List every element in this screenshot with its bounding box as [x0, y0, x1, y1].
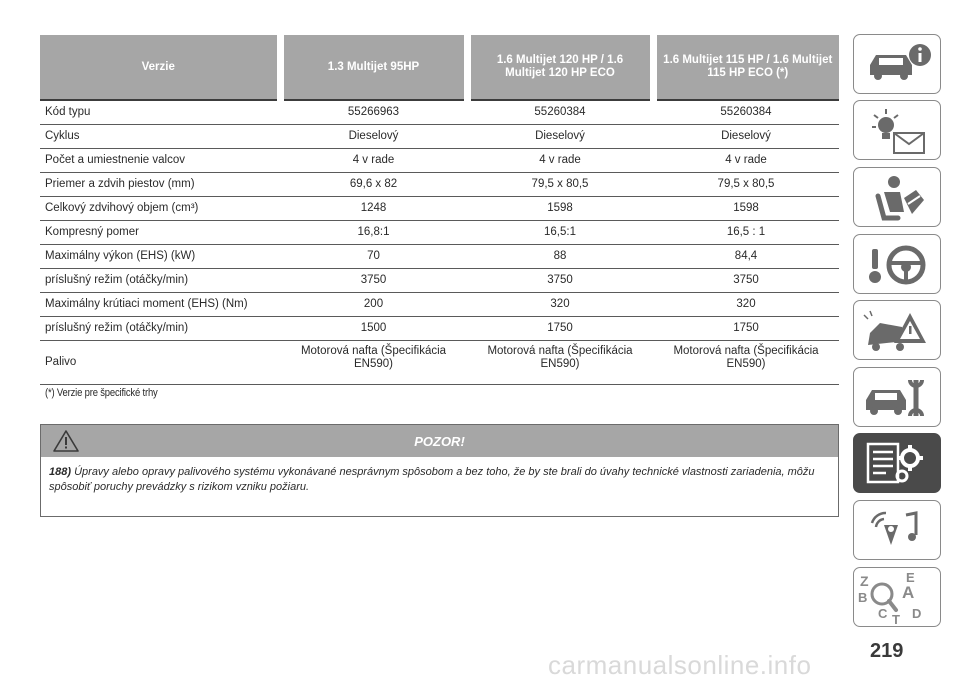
row-label: Maximálny výkon (EHS) (kW) [40, 244, 280, 268]
cell-value: 16,5:1 [467, 220, 653, 244]
row-label: Počet a umiestnenie valcov [40, 148, 280, 172]
tab-multimedia[interactable] [853, 500, 941, 560]
row-label: Palivo [40, 340, 280, 384]
table-row [40, 148, 839, 172]
row-label: Celkový zdvihový objem (cm³) [40, 196, 280, 220]
tab-steering-wheel[interactable] [853, 234, 941, 294]
warning-box [40, 424, 839, 517]
tab-car-info[interactable] [853, 34, 941, 94]
row-label: Kód typu [40, 100, 280, 124]
engine-spec-table [40, 35, 839, 385]
row-label: Priemer a zdvih piestov (mm) [40, 172, 280, 196]
multimedia-icon [854, 501, 942, 561]
header-engine-95hp: 1.3 Multijet 95HP [280, 35, 467, 100]
cell-value: 16,5 : 1 [653, 220, 839, 244]
cell-value: 55260384 [467, 100, 653, 124]
cell-value: Dieselový [280, 124, 467, 148]
page-number: 219 [870, 640, 904, 662]
row-label: Cyklus [40, 124, 280, 148]
table-row [40, 172, 839, 196]
cell-value: 1598 [467, 196, 653, 220]
cell-value: 70 [280, 244, 467, 268]
index-letter: E [906, 570, 915, 585]
cell-value: Dieselový [653, 124, 839, 148]
header-engine-120hp: 1.6 Multijet 120 HP / 1.6 Multijet 120 HP ECO [467, 35, 653, 100]
row-label: Maximálny krútiaci moment (EHS) (Nm) [40, 292, 280, 316]
cell-value: 4 v rade [653, 148, 839, 172]
cell-value: 16,8:1 [280, 220, 467, 244]
steering-wheel-key-icon [854, 235, 942, 295]
table-row [40, 340, 839, 384]
cell-value: 69,6 x 82 [280, 172, 467, 196]
cell-value: 1598 [653, 196, 839, 220]
cell-value: 3750 [653, 268, 839, 292]
tab-seat-safety[interactable] [853, 167, 941, 227]
emergency-crash-icon [854, 301, 942, 361]
cell-value: 84,4 [653, 244, 839, 268]
cell-value: 200 [280, 292, 467, 316]
table-header-row [40, 35, 839, 100]
table-row [40, 100, 839, 124]
cell-value: 79,5 x 80,5 [467, 172, 653, 196]
watermark: carmanualsonline.info [548, 650, 812, 678]
index-letter: B [858, 590, 868, 605]
cell-value: 1500 [280, 316, 467, 340]
index-letter: T [892, 612, 900, 627]
cell-value: 3750 [280, 268, 467, 292]
warning-message: Úpravy alebo opravy palivového systému vykonávané nesprávnym spôsobom a bez toho, že by ste brali do úvahy technické vlastnosti zariadenia, môžu spôsobiť poruchy prevádzky s rizikom vzniku požiaru. [49, 466, 815, 493]
index-letter: Z [860, 573, 869, 589]
cell-value: Motorová nafta (Špecifikácia EN590) [280, 340, 467, 384]
index-letter: D [912, 606, 922, 621]
cell-value: 4 v rade [280, 148, 467, 172]
cell-value: 4 v rade [467, 148, 653, 172]
cell-value: 320 [653, 292, 839, 316]
index-letter: A [902, 583, 915, 602]
cell-value: 320 [467, 292, 653, 316]
tab-technical-data[interactable] [853, 433, 941, 493]
cell-value: 79,5 x 80,5 [653, 172, 839, 196]
cell-value: Motorová nafta (Špecifikácia EN590) [467, 340, 653, 384]
warning-header [41, 425, 838, 457]
cell-value: 88 [467, 244, 653, 268]
dashboard-lights-icon [854, 101, 942, 161]
warning-text [41, 457, 838, 495]
table-row [40, 220, 839, 244]
car-maintenance-icon [854, 368, 942, 428]
table-row [40, 268, 839, 292]
cell-value: 1248 [280, 196, 467, 220]
tab-dashboard-lights[interactable] [853, 100, 941, 160]
cell-value: 55260384 [653, 100, 839, 124]
tab-index[interactable] [853, 567, 941, 627]
row-label: príslušný režim (otáčky/min) [40, 268, 280, 292]
row-label: Kompresný pomer [40, 220, 280, 244]
cell-value: Dieselový [467, 124, 653, 148]
alphabetical-index-icon [854, 568, 942, 628]
table-row [40, 196, 839, 220]
table-footnote: (*) Verzie pre špecifické trhy [45, 387, 158, 399]
cell-value: 1750 [467, 316, 653, 340]
table-row [40, 292, 839, 316]
car-info-icon [854, 35, 942, 95]
table-row [40, 316, 839, 340]
cell-value: 3750 [467, 268, 653, 292]
cell-value: 55266963 [280, 100, 467, 124]
technical-data-icon [854, 434, 942, 494]
header-engine-115hp: 1.6 Multijet 115 HP / 1.6 Multijet 115 HP ECO (*) [653, 35, 839, 100]
table-row [40, 124, 839, 148]
index-letter: C [878, 606, 888, 621]
cell-value: Motorová nafta (Špecifikácia EN590) [653, 340, 839, 384]
warning-number: 188) [49, 466, 72, 478]
warning-title: POZOR! [414, 434, 465, 449]
row-label: príslušný režim (otáčky/min) [40, 316, 280, 340]
cell-value: 1750 [653, 316, 839, 340]
tab-emergency[interactable] [853, 300, 941, 360]
seat-safety-icon [854, 168, 942, 228]
header-version: Verzie [40, 35, 280, 100]
tab-maintenance[interactable] [853, 367, 941, 427]
table-row [40, 244, 839, 268]
